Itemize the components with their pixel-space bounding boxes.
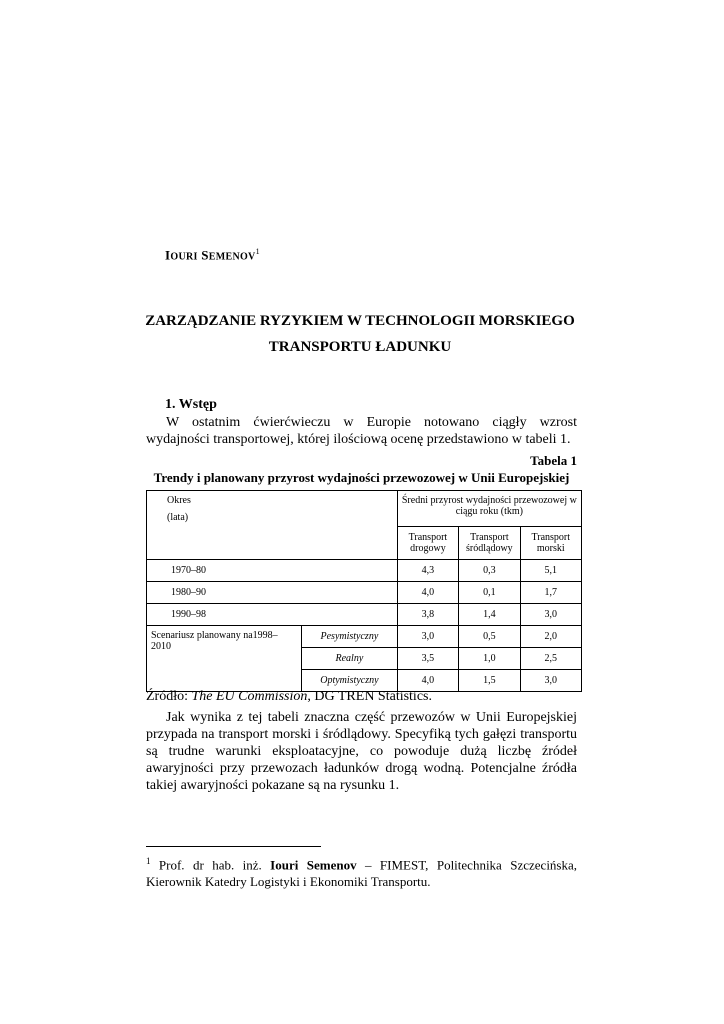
value-cell: 1,7 bbox=[520, 582, 581, 604]
table-header-col: Transport śródlądowy bbox=[459, 527, 520, 560]
value-cell: 2,0 bbox=[520, 626, 581, 648]
value-cell: 3,0 bbox=[520, 604, 581, 626]
value-cell: 3,0 bbox=[520, 670, 581, 692]
value-cell: 1,5 bbox=[459, 670, 520, 692]
author-name: IOURI SEMENOV$^1$ bbox=[165, 247, 260, 263]
value-cell: 3,8 bbox=[397, 604, 458, 626]
body-paragraph: Jak wynika z tej tabeli znaczna część przewozów w Unii Europejskiej przypada na transport morski i śródlądowy. Specyfiką tych gałęzi transportu są trudne warunki eksploatacyjne, co powoduje dużą liczbę źródeł awaryjności przy przewozach ładunków drogą wodną. Potencjalne źródła takiej awaryjności pokazane są na rysunku 1. bbox=[146, 710, 577, 793]
table-row bbox=[147, 604, 582, 626]
table-row bbox=[147, 626, 582, 648]
value-cell: 4,3 bbox=[397, 560, 458, 582]
scenario-name-cell: Optymistyczny bbox=[302, 670, 398, 692]
table-header-col: Transport drogowy bbox=[397, 527, 458, 560]
table-label: Tabela 1 bbox=[530, 453, 577, 468]
table-row bbox=[147, 582, 582, 604]
author-footnote-mark: 1 bbox=[255, 247, 260, 256]
footnote-divider bbox=[146, 846, 321, 847]
table-header-col: Transport morski bbox=[520, 527, 581, 560]
period-cell: 1990–98 bbox=[147, 604, 398, 626]
section-heading: 1. Wstęp bbox=[165, 397, 217, 412]
paper-title bbox=[140, 308, 580, 360]
value-cell: 5,1 bbox=[520, 560, 581, 582]
value-cell: 1,4 bbox=[459, 604, 520, 626]
value-cell: 3,5 bbox=[397, 648, 458, 670]
table-row bbox=[147, 560, 582, 582]
table-header-growth: Średni przyrost wydajności przewozowej w ciągu roku (tkm) bbox=[397, 491, 581, 527]
period-cell: 1980–90 bbox=[147, 582, 398, 604]
value-cell: 4,0 bbox=[397, 670, 458, 692]
value-cell: 4,0 bbox=[397, 582, 458, 604]
scenario-name-cell: Realny bbox=[302, 648, 398, 670]
period-cell: 1970–80 bbox=[147, 560, 398, 582]
data-table bbox=[146, 490, 582, 692]
value-cell: 3,0 bbox=[397, 626, 458, 648]
value-cell: 0,3 bbox=[459, 560, 520, 582]
value-cell: 0,1 bbox=[459, 582, 520, 604]
table-title: Trendy i planowany przyrost wydajności przewozowej w Unii Europejskiej bbox=[153, 470, 570, 485]
title-line-1: ZARZĄDZANIE RYZYKIEM W TECHNOLOGII MORSKIEGO bbox=[145, 313, 575, 329]
value-cell: 2,5 bbox=[520, 648, 581, 670]
footnote: $^1$ Prof. dr hab. inż. Iouri Semenov – FIMEST, Politechnika Szczecińska, Kierownik Katedry Logistyki i Ekonomiki Transportu. bbox=[146, 856, 578, 890]
scenario-label-cell: Scenariusz planowany na1998–2010 bbox=[147, 626, 302, 692]
value-cell: 0,5 bbox=[459, 626, 520, 648]
table-source: Źródło: The EU Commission, DG TREN Statistics. bbox=[146, 689, 432, 704]
scenario-name-cell: Pesymistyczny bbox=[302, 626, 398, 648]
value-cell: 1,0 bbox=[459, 648, 520, 670]
intro-paragraph: W ostatnim ćwierćwieczu w Europie notowano ciągły wzrost wydajności transportowej, której ilościową ocenę przedstawiono w tabeli 1. bbox=[146, 415, 577, 447]
table-header-period: Okres (lata) bbox=[147, 491, 398, 560]
title-line-2: TRANSPORTU ŁADUNKU bbox=[268, 339, 452, 355]
